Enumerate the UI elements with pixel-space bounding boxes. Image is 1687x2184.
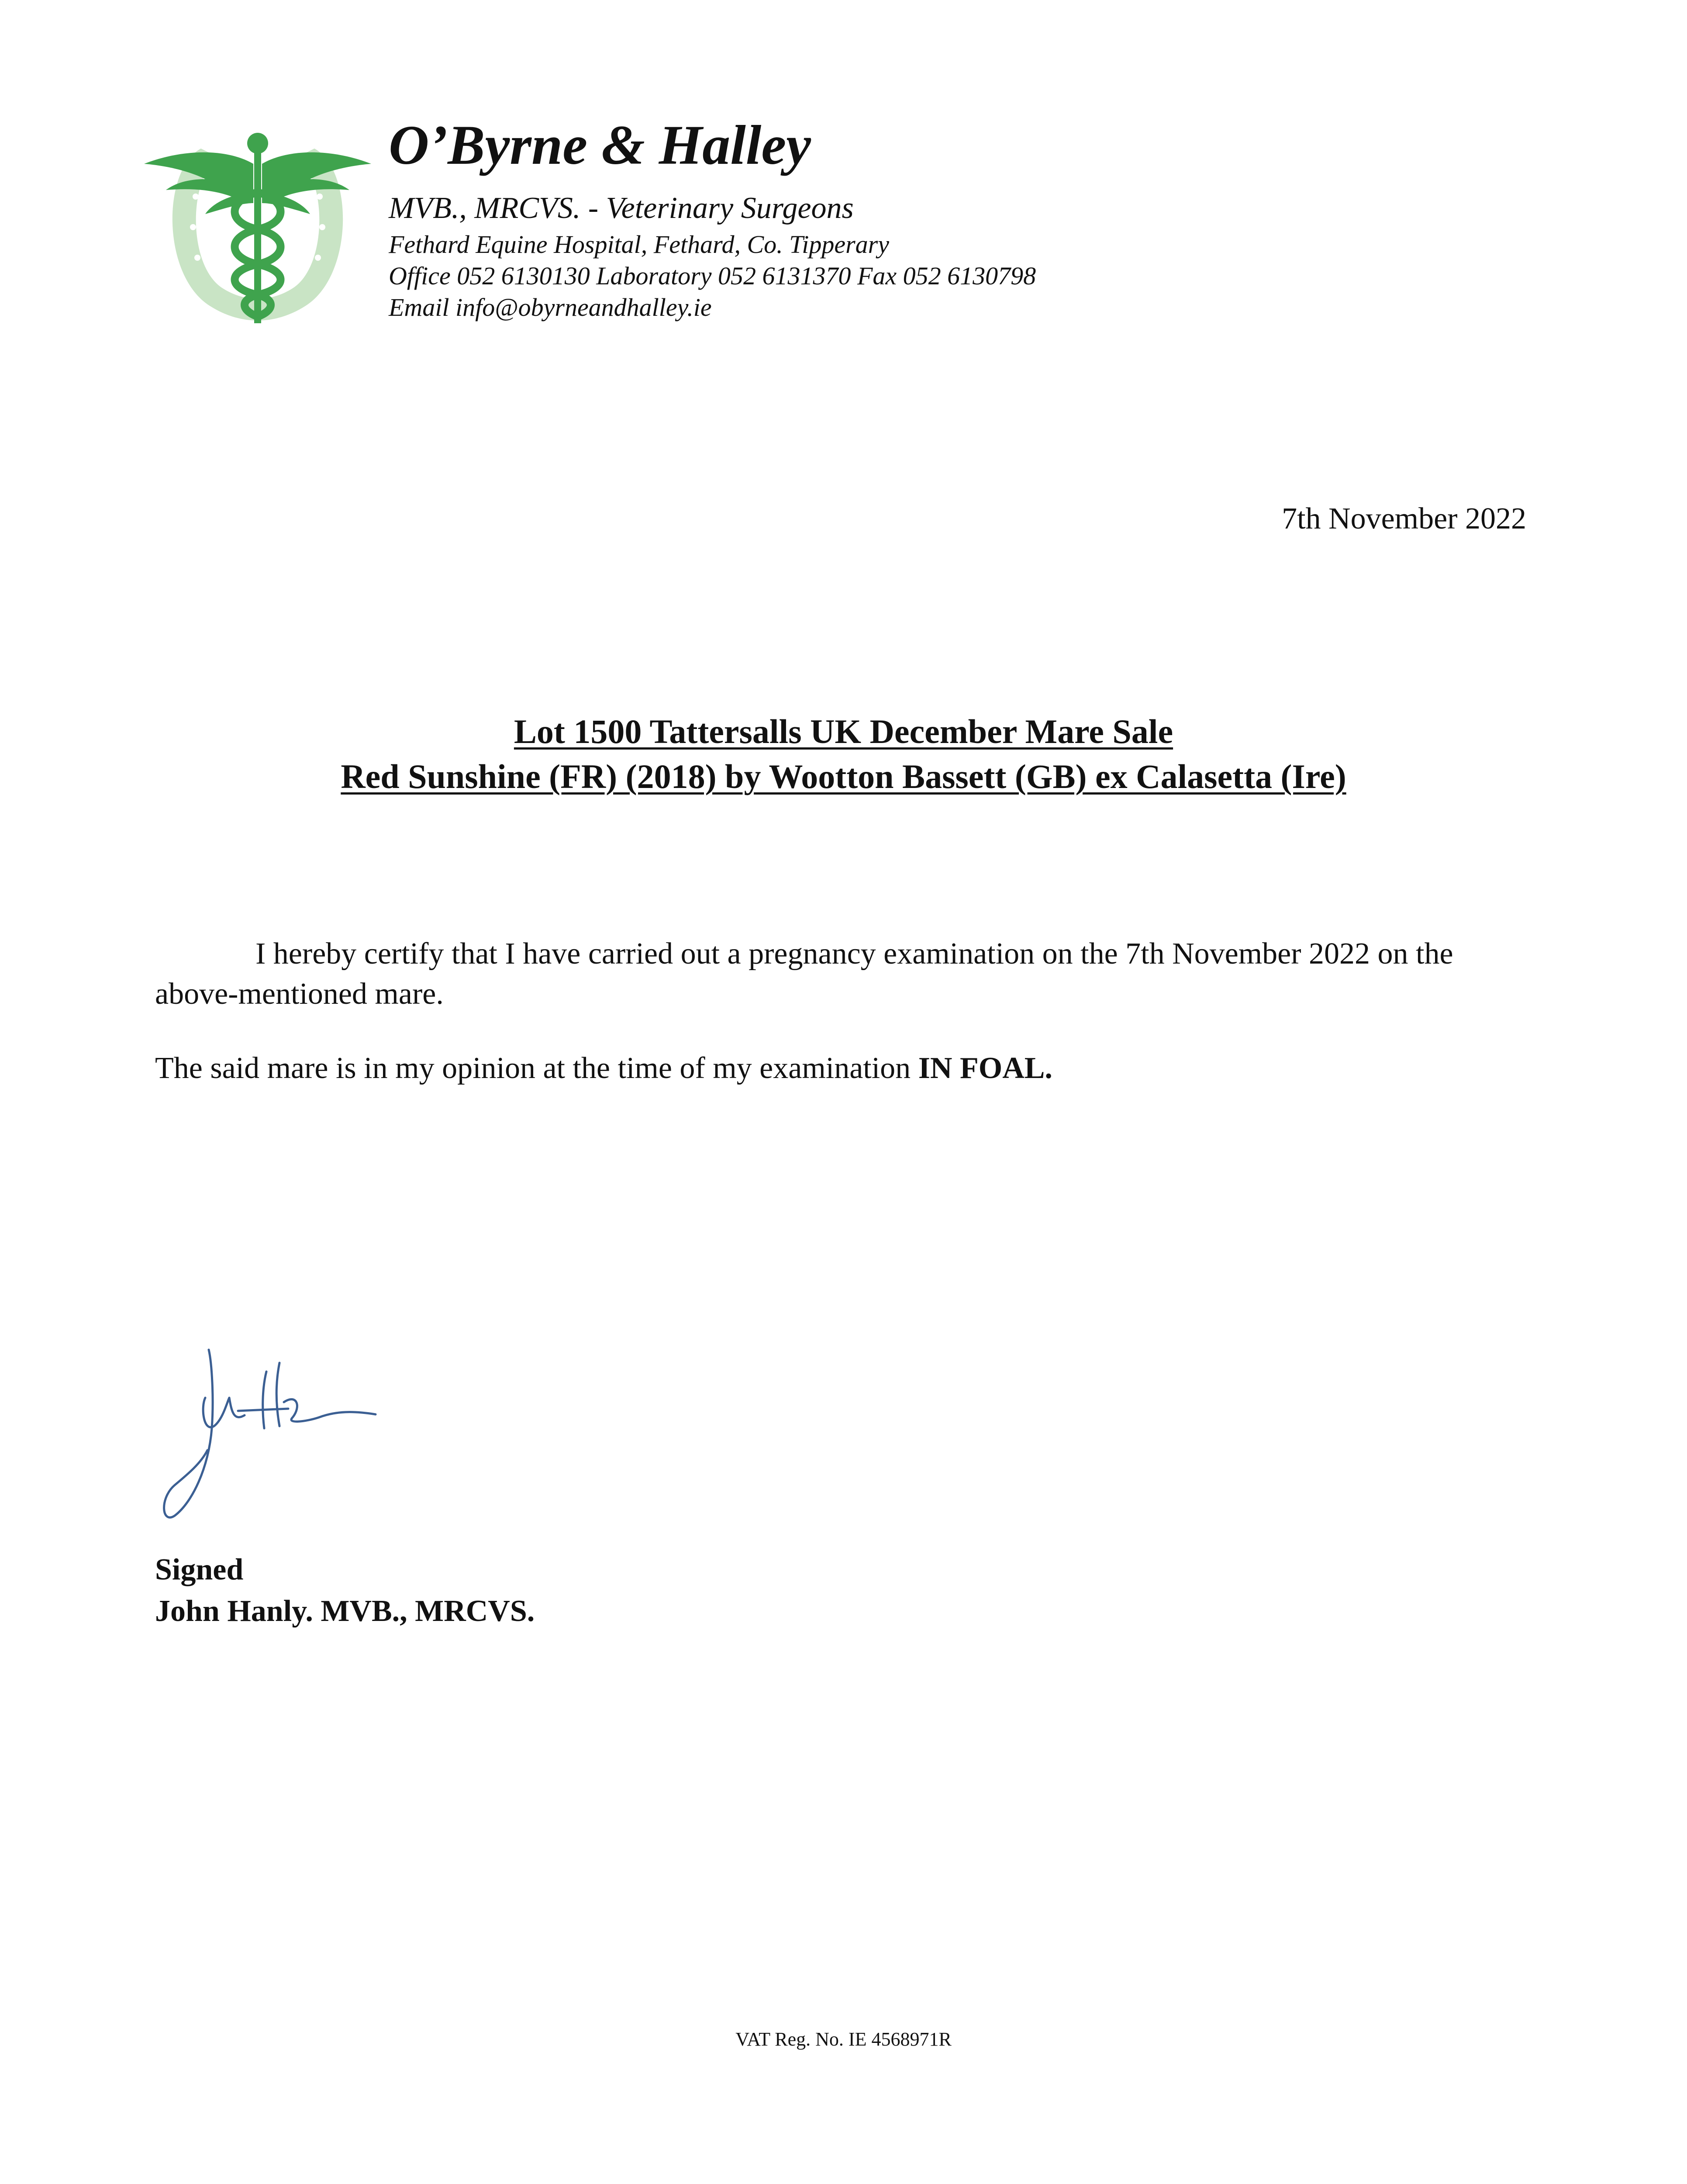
signatory-name: John Hanly. MVB., MRCVS. xyxy=(155,1594,535,1628)
firm-name: O’Byrne & Halley xyxy=(389,114,811,176)
heading-lot: Lot 1500 Tattersalls UK December Mare Sale xyxy=(514,712,1173,750)
opinion-result: IN FOAL. xyxy=(918,1051,1052,1085)
handwritten-signature xyxy=(157,1345,384,1529)
signed-label: Signed xyxy=(155,1553,244,1586)
vat-footer: VAT Reg. No. IE 4568971R xyxy=(735,2028,952,2050)
firm-address: Fethard Equine Hospital, Fethard, Co. Tipperary xyxy=(389,230,889,259)
opinion-text: The said mare is in my opinion at the time of my examination xyxy=(155,1051,918,1085)
firm-email: Email info@obyrneandhalley.ie xyxy=(389,293,712,321)
heading-horse: Red Sunshine (FR) (2018) by Wootton Bassett (GB) ex Calasetta (Ire) xyxy=(341,757,1346,795)
letter-date: 7th November 2022 xyxy=(1282,502,1526,536)
caduceus-horseshoe-logo xyxy=(144,131,371,332)
firm-subtitle: MVB., MRCVS. - Veterinary Surgeons xyxy=(389,191,854,225)
certification-paragraph: I hereby certify that I have carried out a pregnancy examination on the 7th November 2022 on the above-mentioned mare. xyxy=(155,937,1453,1011)
firm-phones: Office 052 6130130 Laboratory 052 6131370 Fax 052 6130798 xyxy=(389,262,1036,290)
opinion-paragraph xyxy=(155,1048,1531,1089)
